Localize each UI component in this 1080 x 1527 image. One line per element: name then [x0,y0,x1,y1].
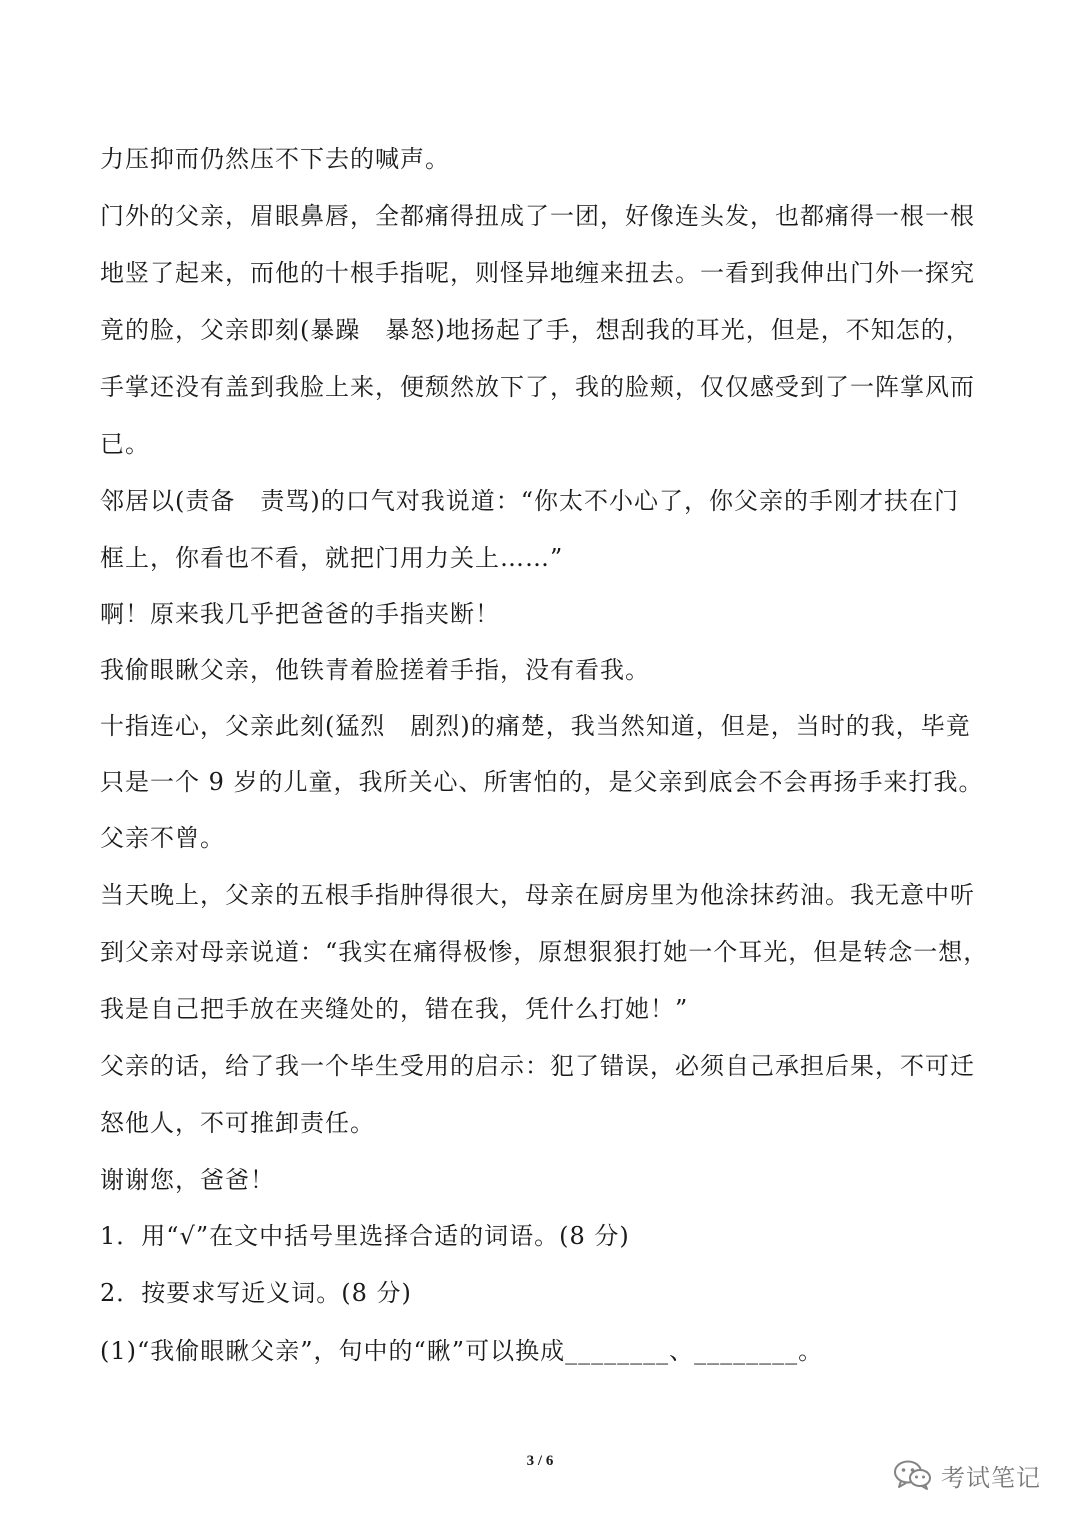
text-line: 谢谢您，爸爸！ [100,1166,275,1194]
watermark-text: 考试笔记 [941,1463,1041,1492]
text-line: 门外的父亲，眉眼鼻唇，全都痛得扭成了一团，好像连头发，也都痛得一根一根 [100,202,975,230]
question-1: 1．用“√”在文中括号里选择合适的词语。(8 分) [100,1222,630,1250]
text-line: 我偷眼瞅父亲，他铁青着脸搓着手指，没有看我。 [100,656,650,684]
text-line: 十指连心，父亲此刻(猛烈 剧烈)的痛楚，我当然知道，但是，当时的我，毕竟 [100,712,971,740]
watermark [893,1455,1041,1495]
text-line: 当天晚上，父亲的五根手指肿得很大，母亲在厨房里为他涂抹药油。我无意中听 [100,881,975,909]
text-line: 邻居以(责备 责骂)的口气对我说道：“你太不小心了，你父亲的手刚才扶在门 [100,487,959,515]
text-line: 地竖了起来，而他的十根手指呢，则怪异地缠来扭去。一看到我伸出门外一探究 [100,259,975,287]
question-2-sub-1: (1)“我偷眼瞅父亲”，句中的“瞅”可以换成________、________。 [100,1337,824,1365]
question-2: 2．按要求写近义词。(8 分) [100,1279,412,1307]
text-line: 我是自己把手放在夹缝处的，错在我，凭什么打她！” [100,995,689,1023]
text-line: 怒他人，不可推卸责任。 [100,1109,375,1137]
wechat-icon [893,1458,933,1492]
page-number: 3 / 6 [526,1453,554,1469]
text-line: 只是一个 9 岁的儿童，我所关心、所害怕的，是父亲到底会不会再扬手来打我。 [100,768,984,796]
text-line: 到父亲对母亲说道：“我实在痛得极惨，原想狠狠打她一个耳光，但是转念一想， [100,938,989,966]
text-line: 啊！原来我几乎把爸爸的手指夹断！ [100,600,500,628]
text-line: 父亲的话，给了我一个毕生受用的启示：犯了错误，必须自己承担后果，不可迁 [100,1052,975,1080]
text-line: 框上，你看也不看，就把门用力关上……” [100,544,564,572]
text-line: 父亲不曾。 [100,824,225,852]
text-line: 竟的脸，父亲即刻(暴躁 暴怒)地扬起了手，想刮我的耳光，但是，不知怎的， [100,316,971,344]
text-line: 手掌还没有盖到我脸上来，便颓然放下了，我的脸颊，仅仅感受到了一阵掌风而 [100,373,975,401]
text-line: 已。 [100,430,150,458]
text-line: 力压抑而仍然压不下去的喊声。 [100,145,450,173]
